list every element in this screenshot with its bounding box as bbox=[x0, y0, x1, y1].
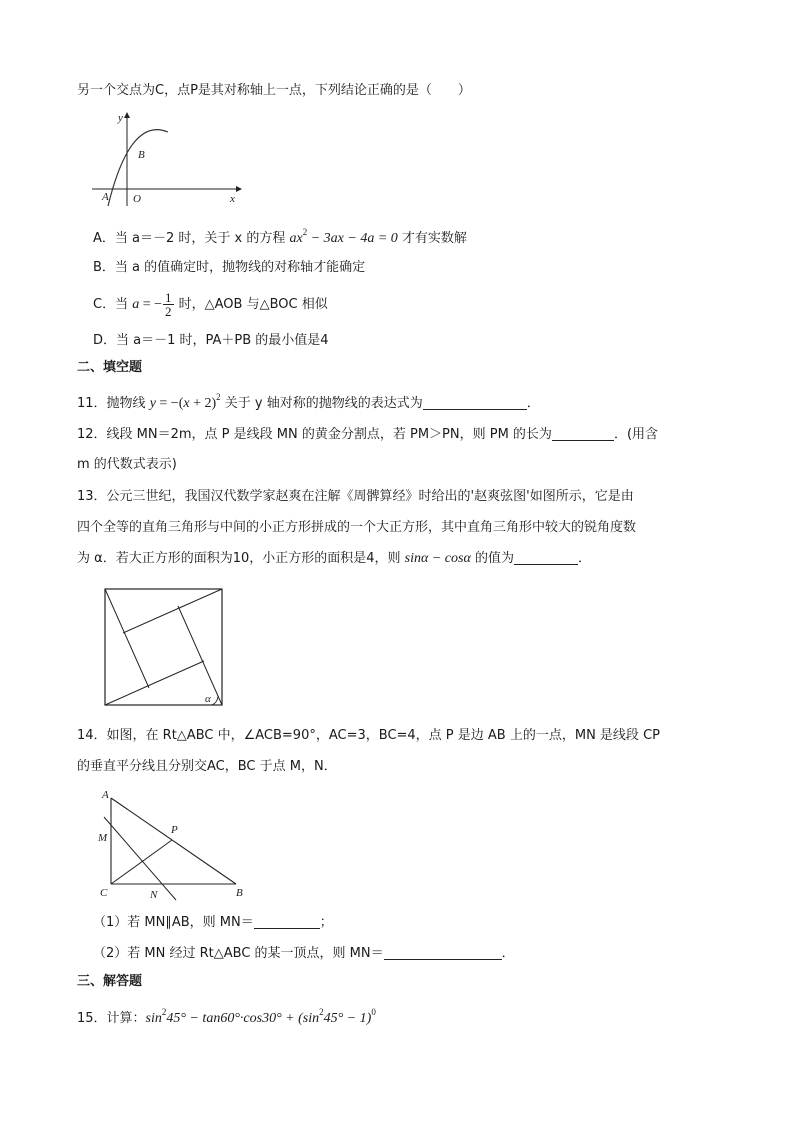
q15: 15．计算：$\sin^245^\circ - \tan 60^\circ\cdot\cos 30^\circ + (\sin^245^\circ - 1)^0$ bbox=[77, 1007, 376, 1026]
q13-line1: 13．公元三世纪，我国汉代数学家赵爽在注解《周髀算经》时给出的'赵爽弦图'如图所示，它是由 bbox=[77, 489, 634, 504]
q11-answer-blank[interactable] bbox=[423, 396, 527, 410]
q14-label-M: M bbox=[98, 832, 108, 844]
q14-line1: 14．如图，在 Rt△ABC 中，∠ACB=90°，AC=3，BC=4，点 P 是边 AB 上的一点，MN 是线段 CP bbox=[77, 728, 660, 743]
q13-answer-blank[interactable] bbox=[514, 551, 578, 565]
q10-option-b: B．当 a 的值确定时，抛物线的对称轴才能确定 bbox=[93, 260, 366, 275]
q11: 11．抛物线 $y = -(x + 2)^2$ 关于 y 轴对称的抛物线的表达式为 ． bbox=[77, 392, 540, 411]
q14-label-N: N bbox=[150, 889, 158, 901]
q10-parabola-figure bbox=[88, 110, 248, 210]
q12-line2: m 的代数式表示) bbox=[77, 457, 177, 472]
q10-label-x: x bbox=[230, 193, 235, 205]
q14-label-A: A bbox=[102, 789, 109, 801]
q10-option-d: D．当 a＝－1 时，PA＋PB 的最小值是4 bbox=[93, 333, 329, 348]
q14-label-C: C bbox=[100, 887, 108, 899]
q14-sub1-answer-blank[interactable] bbox=[254, 915, 320, 929]
q12-line1: 12．线段 MN＝2m，点 P 是线段 MN 的黄金分割点，若 PM＞PN，则 PM 的长为 ．(用含 bbox=[77, 427, 659, 442]
q14-line2: 的垂直平分线且分别交AC，BC 于点 M，N． bbox=[77, 759, 337, 774]
q10-fraction: $\frac{1}{2}$ bbox=[165, 290, 172, 319]
q14-label-B: B bbox=[236, 887, 243, 899]
q10-label-B: B bbox=[138, 149, 145, 161]
section-fill-in: 二、填空题 bbox=[77, 360, 143, 375]
q13-alpha-label: α bbox=[205, 693, 211, 705]
q10-stem: 另一个交点为C，点P是其对称轴上一点，下列结论正确的是（ ） bbox=[77, 83, 471, 98]
q12-answer-blank[interactable] bbox=[552, 427, 614, 441]
q14-sub1: （1）若 MN∥AB，则 MN＝ ； bbox=[93, 915, 333, 930]
q10-option-c: C．当 a = − $\frac{1}{2}$ 时，△AOB 与△BOC 相似 bbox=[93, 290, 328, 319]
q10-option-a: A．当 a＝－2 时，关于 x 的方程 $ax^2 - 3ax - 4a = 0$ 才有实数解 bbox=[93, 227, 467, 246]
q14-sub2: （2）若 MN 经过 Rt△ABC 的某一顶点，则 MN＝ ． bbox=[93, 946, 515, 961]
q10-label-y: y bbox=[118, 112, 123, 124]
q10-label-A: A bbox=[102, 191, 109, 203]
q13-line2: 四个全等的直角三角形与中间的小正方形拼成的一个大正方形，其中直角三角形中较大的锐角度数 bbox=[77, 520, 637, 535]
q14-label-P: P bbox=[171, 824, 178, 836]
q13-zhao-shuang-figure bbox=[104, 588, 224, 708]
q13-line3: 为 α．若大正方形的面积为10，小正方形的面积是4，则 sinα − cosα 的值为 ． bbox=[77, 551, 591, 566]
q14-triangle-figure bbox=[94, 786, 254, 906]
q10-label-O: O bbox=[133, 193, 141, 205]
section-answer: 三、解答题 bbox=[77, 974, 143, 989]
q14-sub2-answer-blank[interactable] bbox=[384, 946, 502, 960]
